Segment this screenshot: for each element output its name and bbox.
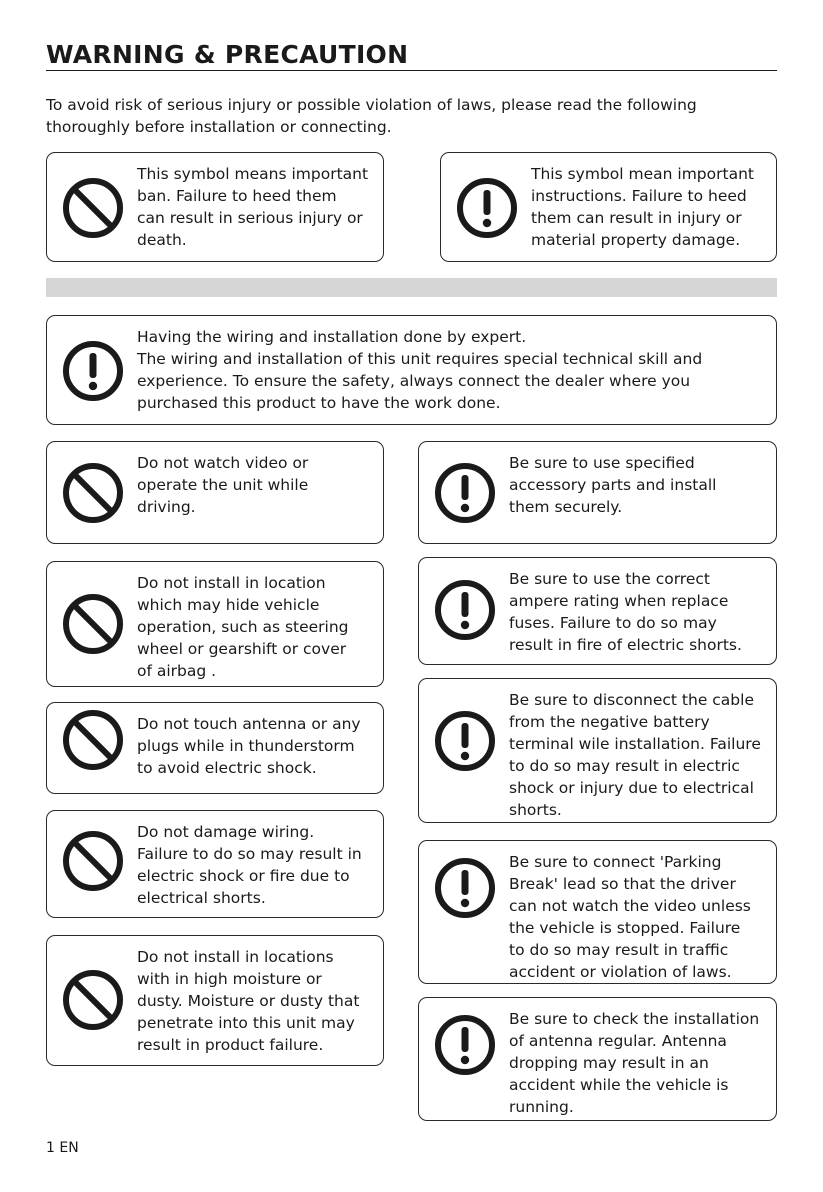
instruction-text: Be sure to check the installation of antenna regular. Antenna dropping may result in an accident while the vehicle is running. (509, 1010, 760, 1116)
prohibition-icon (61, 708, 125, 772)
exclamation-icon (433, 709, 497, 773)
instruction-text: Be sure to disconnect the cable from the negative battery terminal wile installation. Failure to do so may result in electric shock or injury due to electrical shorts. (509, 691, 761, 819)
warning-box-driving (46, 441, 384, 544)
exclamation-icon (455, 176, 519, 240)
warning-box-wiring (46, 810, 384, 918)
expert-instruction-box (46, 315, 777, 425)
instruction-text: Be sure to use specified accessory parts and install them securely. (509, 454, 717, 516)
warning-box-location (46, 561, 384, 687)
prohibition-icon (61, 968, 125, 1032)
exclamation-icon (61, 339, 125, 403)
warning-text: Do not touch antenna or any plugs while in thunderstorm to avoid electric shock. (137, 715, 361, 777)
legend-instruction-box (440, 152, 777, 262)
warning-text: Do not watch video or operate the unit while driving. (137, 454, 309, 516)
instruction-box-antenna (418, 997, 777, 1121)
legend-ban-text: This symbol means important ban. Failure to heed them can result in serious injury or death. (137, 165, 369, 249)
exclamation-icon (433, 578, 497, 642)
section-divider-bar (46, 278, 777, 297)
title-underline (46, 70, 777, 71)
exclamation-icon (433, 461, 497, 525)
page-number: 1 EN (46, 1140, 79, 1156)
exclamation-icon (433, 856, 497, 920)
intro-text: To avoid risk of serious injury or possible violation of laws, please read the following thoroughly before installation or connecting. (46, 96, 697, 136)
expert-instruction-text: Having the wiring and installation done by expert. The wiring and installation of this unit requires special technical skill and experience. To ensure the safety, always connect the dealer where you purchased this product to have the work done. (137, 328, 703, 412)
warning-text: Do not install in locations with in high moisture or dusty. Moisture or dusty that penetrate into this unit may result in product failure. (137, 948, 360, 1054)
prohibition-icon (61, 176, 125, 240)
warning-text: Do not damage wiring. Failure to do so may result in electric shock or fire due to electrical shorts. (137, 823, 362, 907)
instruction-text: Be sure to connect 'Parking Break' lead so that the driver can not watch the video unless the vehicle is stopped. Failure to do so may result in traffic accident or violation of laws. (509, 853, 751, 981)
instruction-box-parking (418, 840, 777, 984)
prohibition-icon (61, 829, 125, 893)
instruction-text: Be sure to use the correct ampere rating when replace fuses. Failure to do so may result in fire of electric shorts. (509, 570, 742, 654)
legend-ban-box (46, 152, 384, 262)
instruction-box-battery (418, 678, 777, 823)
warning-box-thunderstorm (46, 702, 384, 794)
warning-box-moisture (46, 935, 384, 1066)
instruction-box-fuses (418, 557, 777, 665)
warning-text: Do not install in location which may hide vehicle operation, such as steering wheel or gearshift or cover of airbag . (137, 574, 349, 680)
instruction-box-accessory (418, 441, 777, 544)
prohibition-icon (61, 592, 125, 656)
page-title: WARNING & PRECAUTION (46, 40, 409, 69)
prohibition-icon (61, 461, 125, 525)
legend-instruction-text: This symbol mean important instructions. Failure to heed them can result in injury or material property damage. (531, 165, 754, 249)
exclamation-icon (433, 1013, 497, 1077)
